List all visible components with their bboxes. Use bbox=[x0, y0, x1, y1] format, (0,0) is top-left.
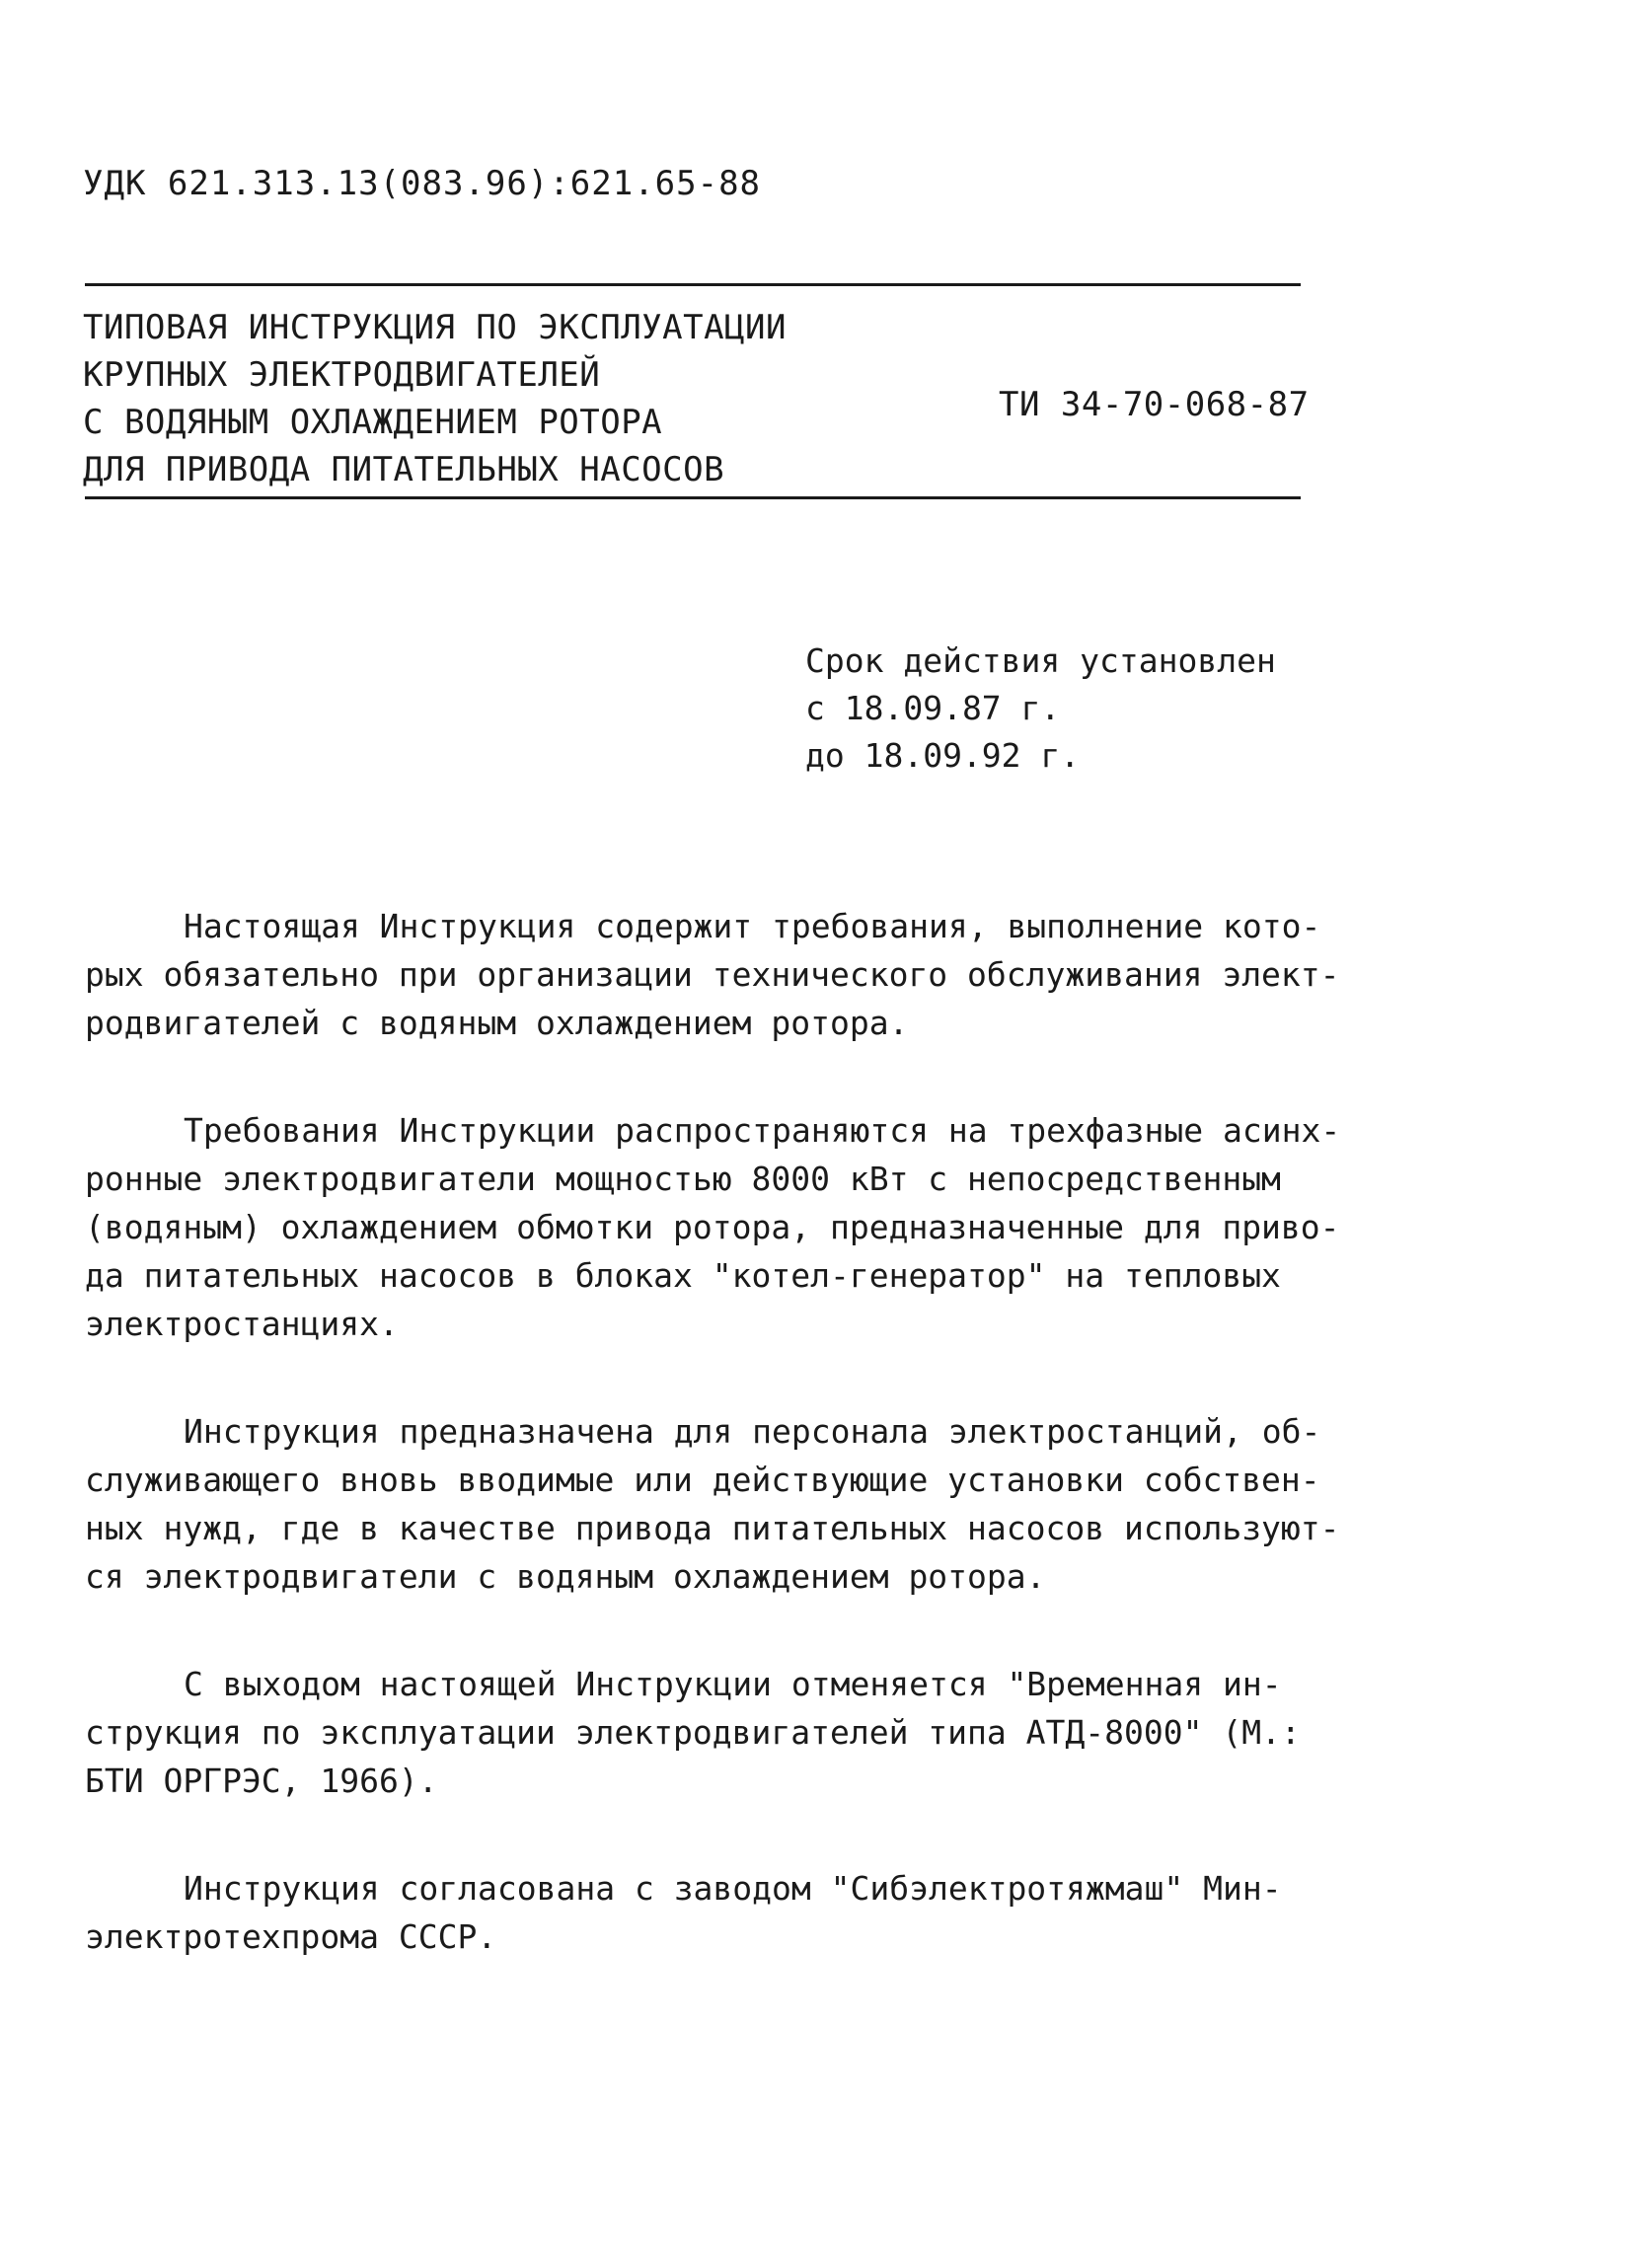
body-text bbox=[85, 902, 1341, 2020]
udk-code: УДК 621.313.13(083.96):621.65-88 bbox=[83, 164, 762, 203]
paragraph-audience bbox=[85, 1407, 1340, 1601]
paragraph-line: ронные электродвигатели мощностью 8000 кВт с непосредственным bbox=[85, 1160, 1281, 1198]
document-code: ТИ 34-70-068-87 bbox=[999, 385, 1310, 424]
paragraph-line: С выходом настоящей Инструкции отменяется "Временная ин- bbox=[184, 1665, 1282, 1703]
validity-line: Срок действия установлен bbox=[805, 641, 1276, 680]
paragraph-approval bbox=[85, 1864, 1309, 1961]
paragraph-line: электротехпрома СССР. bbox=[85, 1917, 497, 1956]
title-top-rule bbox=[85, 283, 1301, 286]
paragraph-line: электростанциях. bbox=[85, 1305, 399, 1343]
paragraph-line: БТИ ОРГРЭС, 1966). bbox=[85, 1762, 438, 1800]
paragraph-line: ных нужд, где в качестве привода питательных насосов используют- bbox=[85, 1509, 1340, 1547]
title-line: ТИПОВАЯ ИНСТРУКЦИЯ ПО ЭКСПЛУАТАЦИИ bbox=[83, 308, 787, 347]
validity-period bbox=[805, 638, 1276, 780]
paragraph-line: рых обязательно при организации технического обслуживания элект- bbox=[85, 955, 1340, 994]
paragraph-line: Инструкция предназначена для персонала электростанций, об- bbox=[184, 1412, 1321, 1451]
title-line: ДЛЯ ПРИВОДА ПИТАТЕЛЬНЫХ НАСОСОВ bbox=[83, 450, 725, 489]
validity-line: с 18.09.87 г. bbox=[805, 689, 1061, 727]
paragraph-supersedes bbox=[85, 1660, 1309, 1805]
title-bottom-rule bbox=[85, 496, 1301, 499]
paragraph-applicability bbox=[85, 1106, 1341, 1348]
validity-line: до 18.09.92 г. bbox=[805, 736, 1081, 775]
paragraph-line: (водяным) охлаждением обмотки ротора, предназначенные для приво- bbox=[85, 1208, 1340, 1246]
title-line: КРУПНЫХ ЭЛЕКТРОДВИГАТЕЛЕЙ bbox=[83, 355, 601, 395]
document-title bbox=[83, 304, 787, 493]
title-line: С ВОДЯНЫМ ОХЛАЖДЕНИЕМ РОТОРА bbox=[83, 403, 663, 442]
paragraph-line: Требования Инструкции распространяются на трехфазные асинх- bbox=[184, 1111, 1341, 1150]
paragraph-line: струкция по эксплуатации электродвигателей типа АТД-8000" (М.: bbox=[85, 1713, 1301, 1752]
paragraph-line: да питательных насосов в блоках "котел-генератор" на тепловых bbox=[85, 1256, 1281, 1295]
paragraph-line: Инструкция согласована с заводом "Сибэлектротяжмаш" Мин- bbox=[184, 1869, 1282, 1908]
paragraph-line: служивающего вновь вводимые или действующие установки собствен- bbox=[85, 1461, 1320, 1499]
paragraph-line: ся электродвигатели с водяным охлаждением ротора. bbox=[85, 1557, 1046, 1596]
paragraph-line: родвигателей с водяным охлаждением ротора. bbox=[85, 1004, 909, 1042]
paragraph-line: Настоящая Инструкция содержит требования, выполнение кото- bbox=[184, 907, 1321, 945]
paragraph-scope bbox=[85, 902, 1340, 1047]
